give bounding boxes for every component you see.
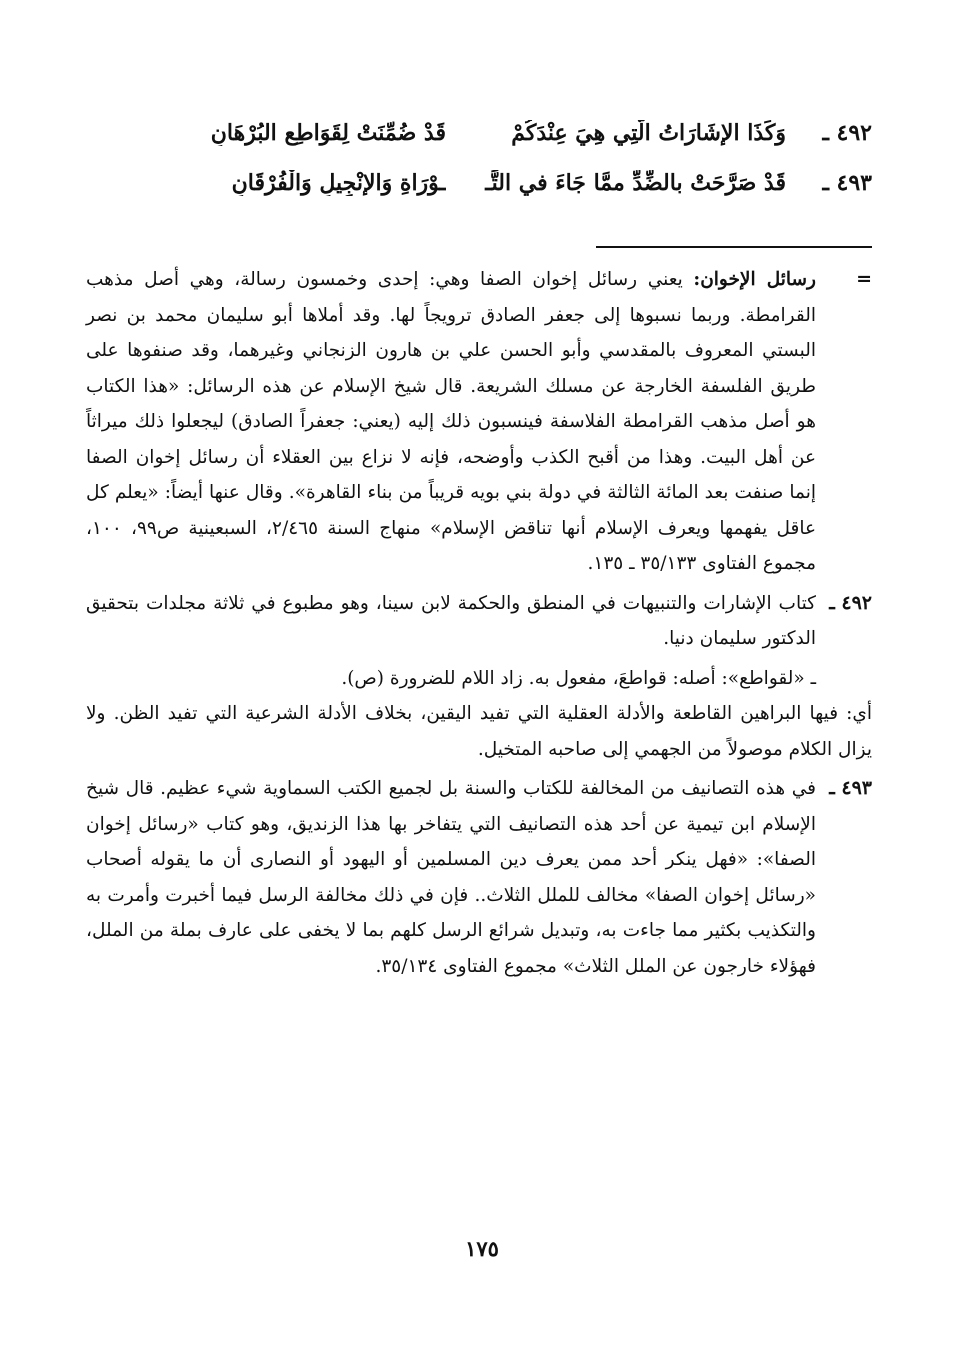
footnote-492 [86, 586, 872, 768]
footnote-body [86, 771, 816, 984]
verse-number: ٤٩٢ ـ [822, 120, 872, 146]
page-number: ١٧٥ [465, 1236, 499, 1261]
verse-second-hemistich: ـوْرَاةِ وَالإِنْجِيلِ وَالْفُرْقَانِ [231, 170, 446, 196]
footnote-493 [86, 771, 872, 984]
verse-second-hemistich: قَدْ ضُمِّنَتْ لِقَوَاطِعِ البُرْهَانِ [210, 120, 446, 146]
verse-first-hemistich: وَكَذَا الإِشَارَاتُ الَّتِي هِيَ عِنْدَكُمْ [511, 120, 786, 146]
footnote-number: ٤٩٢ ـ [829, 591, 872, 614]
footnote-rasail-ikhwan [86, 262, 872, 582]
verse-493 [86, 170, 872, 220]
verse-first-hemistich: قَدْ صَرَّحَتْ بالضِّدِّ ممَّا جَاءَ في التَّـ [485, 170, 786, 196]
footnote-text: كتاب الإشارات والتنبيهات في المنطق والحكمة لابن سينا، وهو مطبوع في ثلاثة مجلدات بتحقيق الدكتور سليمان دنيا. [86, 592, 816, 649]
footnote-divider [596, 246, 872, 248]
footnote-text: في هذه التصانيف من المخالفة للكتاب والسنة بل لجميع الكتب السماوية شيء عظيم. قال شيخ الإسلام ابن تيمية عن أحد هذه التصانيف التي يتفاخر بها هذا الزنديق، وهو كتاب «رسائل إخوان الصفا»: «فهل ينكر أحد ممن يعرف دين المسلمين أو اليهود أو النصارى أن ما يقوله أصحاب «رسائل إخوان الصفا» مخالف للملل الثلاث.. فإن في ذلك مخالفة الرسل فيما أخبرت وأمرت به والتكذيب بكثير مما جاءت به، وتبديل شرائع الرسل كلهم بما لا يخفى على عارف بملة من الملل، فهؤلاء خارجون عن الملل الثلاث» مجموع الفتاوى ٣٥/١٣٤. [86, 778, 816, 977]
footnote-lead-term: رسائل الإخوان: [693, 269, 816, 290]
footnotes [86, 262, 872, 988]
footnote-number: ٤٩٣ ـ [829, 777, 872, 799]
continuation-marker: = [856, 268, 872, 290]
poem-verses [86, 120, 872, 220]
verse-number: ٤٩٣ ـ [822, 170, 872, 196]
footnote-paragraph [86, 262, 816, 582]
footnote-sub-note: ـ «لقواطع»: أصله: قواطعَ، مفعول به. زاد اللام للضرورة (ص). [341, 667, 816, 689]
footnote-text: يعني رسائل إخوان الصفا وهي: إحدى وخمسون رسالة، وهي أصل مذهب القرامطة. وربما نسبوها إلى جعفر الصادق ترويجاً لها. وقد أملاها أبو سليمان محمد بن نصر البستي المعروف بالمقدسي وأبو الحسن علي بن هارون الزنجاني وغيرهما، وقد صنفوها على طريق الفلسفة الخارجة عن مسلك الشريعة. قال شيخ الإسلام عن هذه الرسائل: «هذا الكتاب هو أصل مذهب القرامطة الفلاسفة فينسبون ذلك إليه (يعني: جعفراً الصادق) ليجعلوا ذلك ميراثاً عن أهل البيت. وهذا من أقبح الكذب وأوضحه، فإنه لا نزاع بين العقلاء أن رسائل إخوان الصفا إنما صنفت بعد المائة الثالثة في دولة بني بويه قريباً من بناء القاهرة». وقال عنها أيضاً: «يعلم كل عاقل يفهمها ويعرف الإسلام أنها تناقض الإسلام» منهاج السنة ٢/٤٦٥، السبعينية ص٩٩، ١٠٠، مجموع الفتاوى ٣٥/١٣٣ ـ ١٣٥. [86, 269, 816, 574]
footnote-explanation: أي: فيها البراهين القاطعة والأدلة العقلية التي تفيد اليقين، بخلاف الأدلة الشرعية التي تفيد الظن. ولا يزال الكلام موصولاً من الجهمي إلى صاحبه المتخيل. [86, 703, 872, 760]
verse-492 [86, 120, 872, 170]
footnote-body [86, 262, 816, 582]
